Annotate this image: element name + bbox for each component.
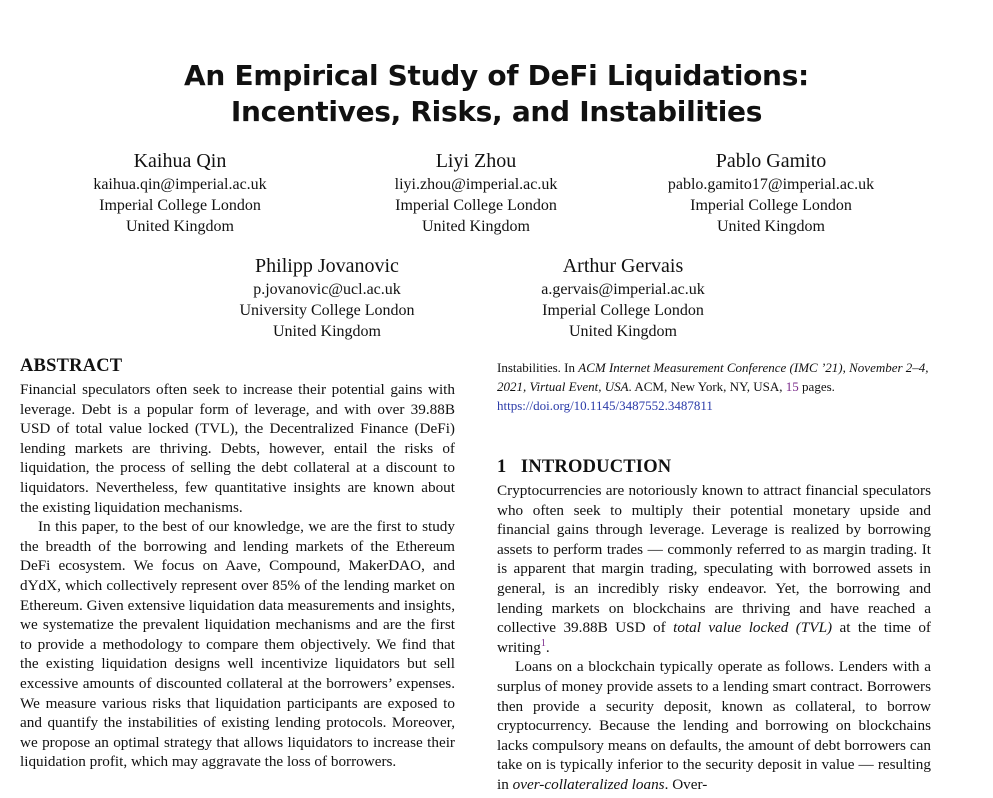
author-affiliation: Imperial College London: [690, 197, 852, 214]
author-country: United Kingdom: [273, 323, 381, 340]
author-email: liyi.zhou@imperial.ac.uk: [394, 176, 558, 193]
author-affiliation: Imperial College London: [395, 197, 557, 214]
author-email: a.gervais@imperial.ac.uk: [541, 281, 705, 298]
intro-p1-text: Cryptocurrencies are notoriously known to attract financial speculators who often seek to multiply their potential monetary upside and financial gains through leverage. Leverage is realized by borrowing assets to perform trades — commonly referred to as margin trading. It is apparent that margin trading, speculating with borrowed assets in general, is an incredibly risky endeavor. Yet, the borrowing and lending markets on blockchains are thriving and have reached a collective 39.88B USD of: [497, 482, 931, 637]
title-line-2: Incentives, Risks, and Instabilities: [230, 95, 763, 128]
author-affiliation: University College London: [239, 302, 415, 319]
introduction-heading: 1 INTRODUCTION: [497, 457, 672, 477]
intro-p1-end: .: [545, 638, 550, 656]
author-email: pablo.gamito17@imperial.ac.uk: [667, 176, 875, 193]
author-email: p.jovanovic@ucl.ac.uk: [253, 281, 401, 298]
author-country: United Kingdom: [126, 218, 234, 235]
doi-link[interactable]: https://doi.org/10.1145/3487552.3487811: [497, 398, 713, 413]
intro-p2-text: Loans on a blockchain typically operate as follows. Lenders with a surplus of money provide assets to a lending smart contract. Borrowers then provide a security deposit, known as collateral, to borrow cryptocurrency. Because the lending and borrowing on blockchains lacks compulsory means on defaults, the amount of debt borrowers can take on is typically inferior to the security deposit in value — resulting in: [497, 658, 931, 793]
author-affiliation: Imperial College London: [542, 302, 704, 319]
author-block: [473, 253, 773, 342]
reference-tail: pages.: [798, 379, 835, 394]
title-line-1: An Empirical Study of DeFi Liquidations:: [184, 59, 809, 92]
paper-title: [0, 58, 993, 130]
abstract-paragraph-2: In this paper, to the best of our knowledge, we are the first to study the breadth of the borrowing and lending markets of the Ethereum DeFi ecosystem. We focus on Aave, Compound, MakerDAO, and dYdX, which collectively represent over 85% of the lending market on Ethereum. Given extensive liquidation data measurements and insights, we systematize the prevalent liquidation mechanisms and are the first to provide a methodology to compare them objectively. We find that the existing liquidation designs well incentivize liquidators but sell excessive amounts of discounted collateral at the borrowers’ expenses. We measure various risks that liquidation participants are exposed to and quantify the instabilities of existing lending protocols. Moreover, we propose an optimal strategy that allows liquidators to increase their liquidation profit, which may aggravate the loss of borrowers.: [20, 518, 455, 771]
reference-publisher: . ACM, New York, NY, USA,: [628, 379, 786, 394]
author-name: Kaihua Qin: [133, 150, 227, 172]
reference-venue: ACM Internet Measurement Conference (IMC ’21), November 2–4, 2021, Virtual Event, USA: [497, 360, 929, 394]
author-country: United Kingdom: [717, 218, 825, 235]
intro-p1-text-2: at the time of writing: [497, 619, 931, 656]
over-collateralized-term: over-collateralized loans: [512, 775, 665, 793]
author-country: United Kingdom: [422, 218, 530, 235]
author-name: Arthur Gervais: [562, 255, 684, 277]
author-block: [30, 148, 330, 237]
author-name: Pablo Gamito: [715, 150, 827, 172]
abstract-column: [20, 354, 455, 772]
author-name: Philipp Jovanovic: [255, 255, 399, 277]
intro-paragraph-2: [497, 657, 931, 794]
acm-reference-format: [497, 358, 931, 415]
author-country: United Kingdom: [569, 323, 677, 340]
footnote-marker[interactable]: 1: [540, 637, 546, 649]
author-name: Liyi Zhou: [435, 150, 517, 172]
author-affiliation: Imperial College London: [99, 197, 261, 214]
author-email: kaihua.qin@imperial.ac.uk: [93, 176, 267, 193]
intro-paragraph-1: [497, 481, 931, 657]
abstract-paragraph-1: Financial speculators often seek to increase their potential gains with leverage. Debt is a popular form of leverage, and with over 39.88B USD of total value locked (TVL), the Decentralized Finance (DeFi) lending markets are thriving. Debts, however, entail the risks of liquidation, the process of selling the debt collateral at a discount to liquidators. Nevertheless, few quantitative insights are known about the existing liquidation mechanisms.: [20, 381, 455, 516]
reference-lead: Instabilities. In: [497, 360, 579, 375]
abstract-heading: ABSTRACT: [20, 356, 123, 376]
author-block: [621, 148, 921, 237]
intro-p2-end: . Over-: [664, 775, 708, 793]
right-column: [497, 358, 931, 795]
reference-pages[interactable]: 15: [785, 379, 799, 394]
author-block: [177, 253, 477, 342]
author-block: [326, 148, 626, 237]
tvl-term: total value locked (TVL): [673, 619, 833, 637]
